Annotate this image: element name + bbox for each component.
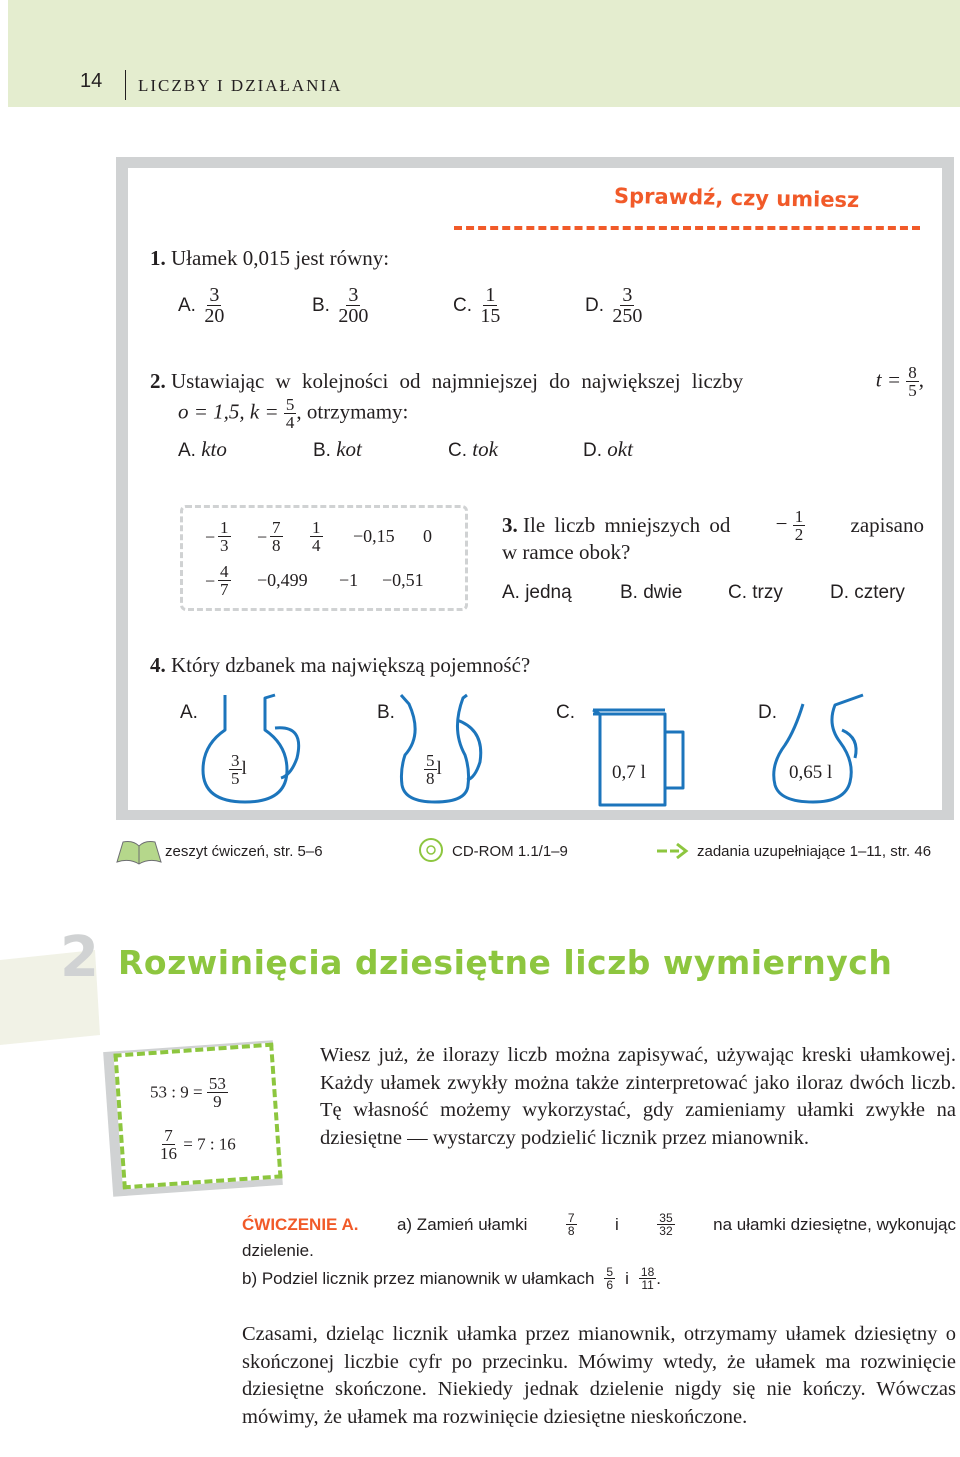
fraction: [202, 285, 226, 326]
fraction: [639, 1266, 656, 1291]
numerator: 1: [794, 507, 804, 526]
numerator: 3: [348, 284, 359, 306]
denominator: 3: [220, 536, 229, 555]
question-3-line2: w ramce obok?: [502, 540, 631, 564]
exercise-text: .: [656, 1268, 661, 1288]
fraction: [218, 563, 231, 598]
jug-d-label[interactable]: D.: [758, 702, 777, 723]
denominator: 8: [426, 769, 435, 788]
question-text: Ułamek 0,015 jest równy:: [171, 246, 390, 270]
fraction: [158, 1127, 179, 1162]
section-number: 2: [60, 925, 99, 990]
extra-exercises-reference[interactable]: zadania uzupełniające 1–11, str. 46: [697, 843, 932, 860]
numerator: 53: [208, 1074, 226, 1093]
exercise-label: ĆWICZENIE A.: [242, 1214, 359, 1234]
sidebox: [113, 1043, 282, 1190]
decimal-expansion-paragraph: Czasami, dzieląc licznik ułamka przez mianownik, otrzymamy ułamek dziesiętny o skończonej liczbie cyfr po przecinku. Mówimy wtedy, że ułamek ma rozwinięcie dziesiętne skończone. Niekiedy jednak dzielenie nigdy się nie kończy. Wówczas mówimy, że ułamek ma rozwinięcie dziesiętne nieskończone.: [242, 1323, 956, 1428]
denominator: 32: [659, 1224, 673, 1238]
numerator: 8: [908, 363, 917, 382]
fraction: [270, 519, 283, 554]
jug-d-icon: [774, 695, 863, 802]
jug-c-label[interactable]: C.: [556, 702, 575, 723]
numerator: 18: [640, 1265, 655, 1279]
t-definition: [876, 364, 924, 399]
numerator: 7: [164, 1126, 173, 1145]
section-heading: Rozwinięcia dziesiętne liczb wymiernych: [118, 943, 893, 982]
section-title: LICZBY I DZIAŁANIA: [138, 76, 343, 95]
numerator: 5: [606, 1265, 614, 1279]
q1-option-c[interactable]: [453, 285, 502, 326]
minus-sign: −: [257, 527, 268, 547]
value: −0,499: [257, 570, 308, 590]
unit: l: [436, 757, 442, 779]
option-label: B.: [312, 295, 330, 316]
denominator: 200: [338, 305, 369, 327]
cdrom-reference[interactable]: CD-ROM 1.1/1–9: [452, 843, 568, 860]
jugs-illustration: [195, 690, 875, 815]
fraction: [207, 1075, 228, 1110]
denominator: 15: [480, 305, 501, 327]
option-value: jedną: [525, 582, 572, 603]
numerator: 35: [659, 1211, 673, 1225]
fraction: [906, 364, 919, 399]
half-fraction: [776, 508, 806, 543]
question-3: [502, 508, 924, 543]
check-heading: Sprawdź, czy umiesz: [613, 183, 860, 213]
numerator: 4: [220, 562, 229, 581]
numerator: 7: [272, 518, 281, 537]
book-icon: [115, 838, 163, 866]
workbook-reference[interactable]: zeszyt ćwiczeń, str. 5–6: [165, 843, 323, 860]
minus-sign: −: [205, 527, 216, 547]
question-text: Który dzbanek ma największą pojemność?: [171, 653, 531, 677]
jug-c-handle-icon: [665, 732, 683, 788]
option-label: D.: [585, 295, 604, 316]
jug-d-handle-icon: [842, 730, 856, 758]
minus-sign: −: [205, 571, 216, 591]
denominator: 5: [908, 381, 917, 400]
denominator: 16: [160, 1144, 177, 1163]
question-text: Ile liczb mniejszych od: [523, 513, 731, 537]
exercise-text: na ułamki dziesiętne, wykonując: [713, 1214, 956, 1234]
equation-text: = 7 : 16: [183, 1134, 236, 1154]
q1-option-a[interactable]: [178, 285, 226, 326]
numerator: 1: [312, 518, 321, 537]
fraction: [284, 396, 297, 431]
arrow-right-icon: [657, 842, 689, 860]
q2-option-c[interactable]: [448, 437, 498, 462]
denominator: 4: [285, 413, 295, 432]
fraction: [657, 1212, 674, 1237]
numerator: 3: [622, 284, 633, 306]
numerator: 1: [220, 518, 229, 537]
option-value: dwie: [643, 582, 683, 603]
cd-icon: [418, 837, 444, 863]
header-divider: [125, 70, 126, 100]
q2-option-d[interactable]: [583, 437, 633, 462]
question-number: 1.: [150, 246, 166, 270]
exercise-a-line2: dzielenie.: [242, 1241, 314, 1260]
option-value: trzy: [752, 582, 783, 603]
page-number: 14: [80, 70, 103, 92]
equation-text: 53 : 9 =: [150, 1082, 203, 1102]
question-number: 2.: [150, 369, 166, 393]
exercise-text: a) Zamień ułamki: [396, 1214, 528, 1234]
heading-dash-line: [454, 226, 920, 230]
question-2-line1: [150, 369, 743, 394]
equation-1: [150, 1075, 228, 1110]
question-3-line1: [502, 513, 730, 538]
denominator: 8: [272, 536, 281, 555]
q3-option-d[interactable]: [830, 579, 905, 604]
fraction: [566, 1212, 577, 1237]
denominator: 5: [231, 769, 240, 788]
exercise-text: b) Podziel licznik przez mianownik w ułamkach: [242, 1268, 595, 1288]
numerator: 1: [485, 284, 496, 306]
option-label: D.: [830, 582, 849, 603]
question-text: zapisano: [850, 513, 924, 537]
fraction: [610, 285, 644, 326]
option-value: okt: [607, 437, 633, 461]
numerator: 3: [209, 284, 220, 306]
q1-option-d[interactable]: [585, 285, 644, 326]
jug-a-label[interactable]: A.: [180, 702, 198, 723]
jug-b-value: [424, 752, 442, 787]
option-value: tok: [472, 437, 498, 461]
value: −0,51: [382, 570, 424, 590]
option-label: C.: [453, 295, 472, 316]
denominator: 250: [612, 305, 643, 327]
numerator: 5: [426, 751, 435, 770]
option-value: kto: [201, 437, 227, 461]
question-text: , otrzymamy:: [296, 399, 409, 424]
question-1: [150, 246, 389, 271]
denominator: 20: [204, 305, 225, 327]
exercise-text: i: [615, 1214, 619, 1234]
q3-option-a[interactable]: [502, 579, 572, 604]
numerator: 7: [567, 1211, 575, 1225]
q3-option-c[interactable]: [728, 579, 783, 604]
equation-2: [158, 1127, 236, 1162]
fraction: [229, 752, 242, 787]
option-label: B.: [620, 582, 638, 603]
value: −0,15: [353, 526, 395, 546]
jug-a-value: [229, 752, 247, 787]
option-value: cztery: [854, 582, 905, 603]
option-label: A.: [178, 295, 196, 316]
denominator: 4: [312, 536, 321, 555]
fraction: [310, 519, 323, 554]
t-variable: t =: [875, 367, 901, 392]
denominator: 2: [794, 525, 804, 544]
option-label: C.: [448, 440, 467, 461]
denominator: 7: [220, 580, 229, 599]
option-label: D.: [583, 440, 602, 461]
fraction: [336, 285, 370, 326]
denominator: 11: [641, 1278, 654, 1292]
denominator: 6: [606, 1278, 614, 1292]
exercise-a-line1: [242, 1212, 956, 1237]
o-k-definition: o = 1,5, k =: [178, 399, 279, 424]
value: −1: [339, 570, 359, 590]
unit: l: [241, 757, 247, 779]
exercise-text: i: [625, 1268, 629, 1288]
jug-d-value: 0,65 l: [789, 762, 833, 783]
option-value: kot: [336, 437, 362, 461]
denominator: 9: [213, 1092, 222, 1111]
question-2-line2: [178, 396, 408, 431]
fraction: [218, 519, 231, 554]
jug-c-icon: [593, 710, 665, 805]
fraction: [424, 752, 437, 787]
intro-paragraph: Wiesz już, że ilorazy liczb można zapisywać, używając kreski ułamkowej. Każdy ułamek zwykły można także zinterpretować jako iloraz dwóch liczb. Tę własność możemy wykorzystać, gdy zamieniamy ułamki zwykłe na dziesiętne — wystarczy podzielić licznik przez mianownik.: [320, 1044, 956, 1149]
q2-option-a[interactable]: [178, 437, 227, 462]
question-4: [150, 653, 530, 678]
jug-c-value: 0,7 l: [612, 762, 646, 783]
fraction: [478, 285, 502, 326]
option-label: B.: [313, 440, 331, 461]
option-label: A.: [502, 582, 520, 603]
option-label: C.: [728, 582, 747, 603]
exercise-b: [242, 1266, 661, 1291]
numerator: 5: [285, 395, 295, 414]
value: 0: [423, 526, 432, 546]
q3-option-b[interactable]: [620, 579, 682, 604]
q1-option-b[interactable]: [312, 285, 370, 326]
comma: ,: [918, 367, 924, 392]
q2-option-b[interactable]: [313, 437, 362, 462]
page-header: [8, 0, 960, 107]
denominator: 8: [567, 1224, 575, 1238]
question-number: 3.: [502, 513, 518, 537]
fraction: [604, 1266, 615, 1291]
question-2: [150, 364, 924, 399]
minus-sign: −: [775, 511, 788, 536]
jug-b-label[interactable]: B.: [377, 702, 395, 723]
numerator: 3: [231, 751, 240, 770]
question-number: 4.: [150, 653, 166, 677]
question-text: Ustawiając w kolejności od najmniejszej do największej liczby: [171, 369, 744, 393]
option-label: A.: [178, 440, 196, 461]
fraction: [793, 508, 806, 543]
